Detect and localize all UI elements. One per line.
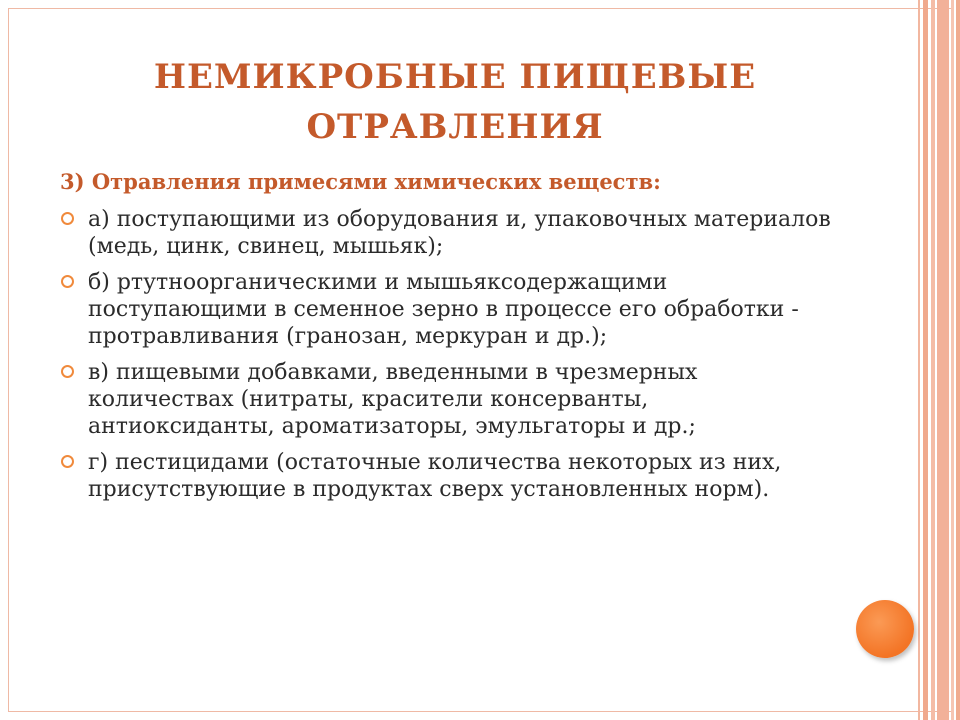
section-intro: 3) Отравления примесями химических веществ:: [60, 169, 661, 194]
slide-content: [60, 168, 840, 512]
list-item-text: б) ртутноорганическими и мышьяксодержащими поступающими в семенное зерно в процессе его обработки - протравливания (гранозан, меркуран и др.);: [88, 270, 799, 349]
bullet-list: [60, 206, 840, 503]
decor-stripe: [931, 0, 935, 720]
decor-stripe: [937, 0, 949, 720]
list-item-text: в) пищевыми добавками, введенными в чрезмерных количествах (нитраты, красители консерванты, антиоксиданты, ароматизаторы, эмульгаторы и др.;: [88, 360, 698, 439]
list-item: [60, 359, 840, 440]
ring-bullet-icon: [61, 275, 74, 288]
ring-bullet-icon: [61, 212, 74, 225]
list-item: [60, 449, 840, 503]
list-item-text: г) пестицидами (остаточные количества некоторых из них, присутствующие в продуктах сверх установленных норм).: [88, 450, 782, 502]
decor-stripe: [923, 0, 928, 720]
slide-title: НЕМИКРОБНЫЕ ПИЩЕВЫЕ ОТРАВЛЕНИЯ: [153, 57, 757, 147]
decor-stripe: [951, 0, 954, 720]
list-item: [60, 269, 840, 350]
decor-stripe: [956, 0, 960, 720]
list-item: [60, 206, 840, 260]
ring-bullet-icon: [61, 455, 74, 468]
decor-stripe: [918, 0, 920, 720]
ring-bullet-icon: [61, 365, 74, 378]
orange-circle-icon: [856, 600, 914, 658]
list-item-text: а) поступающими из оборудования и, упаковочных материалов (медь, цинк, свинец, мышьяк);: [88, 207, 831, 259]
